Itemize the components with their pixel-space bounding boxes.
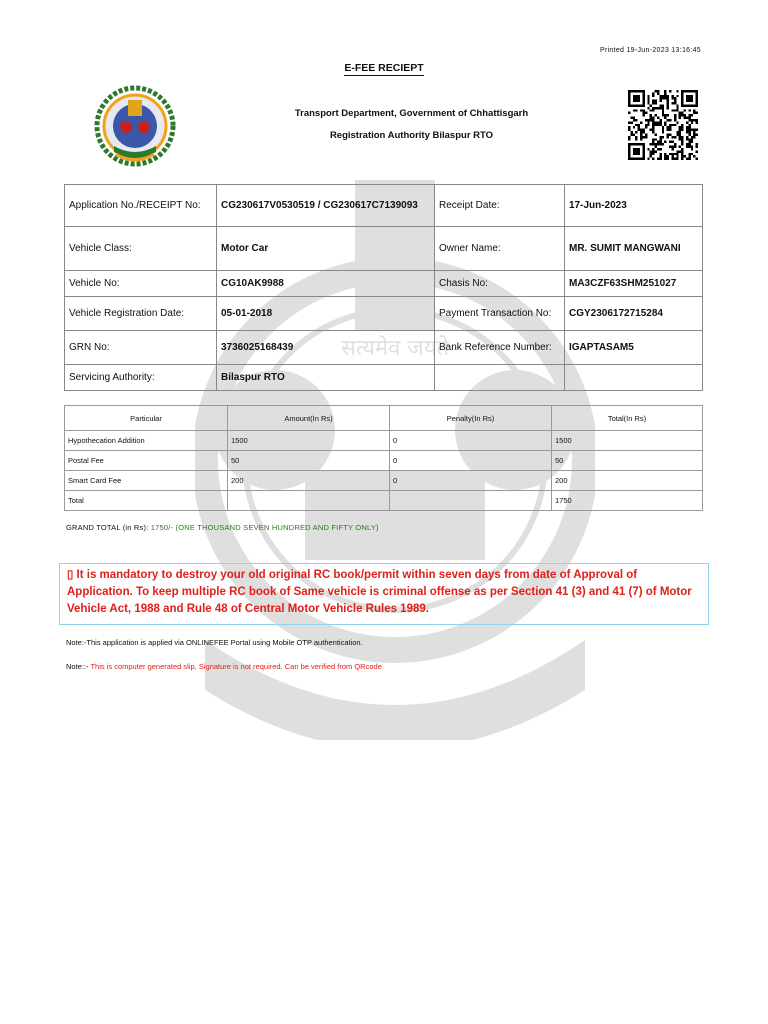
fee-amount: 1500 <box>228 431 390 451</box>
fee-particular: Hypothecation Addition <box>65 431 228 451</box>
grn-label: GRN No: <box>65 331 217 365</box>
registration-date-label: Vehicle Registration Date: <box>65 297 217 331</box>
fee-amount: 50 <box>228 451 390 471</box>
fee-header-row <box>65 406 703 431</box>
servicing-authority-value: Bilaspur RTO <box>217 365 435 391</box>
bank-reference-label: Bank Reference Number: <box>435 331 565 365</box>
fee-particular: Total <box>65 491 228 511</box>
bank-reference-value: IGAPTASAM5 <box>565 331 703 365</box>
vehicle-class-label: Vehicle Class: <box>65 227 217 271</box>
fee-amount: 200 <box>228 471 390 491</box>
table-row <box>65 431 703 451</box>
fee-total: 1750 <box>552 491 703 511</box>
table-row <box>65 491 703 511</box>
table-row <box>65 227 703 271</box>
note2-text: This is computer generated slip, Signature is not required. Can be verified from QRcode <box>90 662 382 671</box>
grand-total-value: 1750/- (ONE THOUSAND SEVEN HUNDRED AND FIFTY ONLY) <box>148 523 379 532</box>
printed-timestamp: Printed 19-Jun-2023 13:16:45 <box>599 47 701 54</box>
chasis-no-value: MA3CZF63SHM251027 <box>565 271 703 297</box>
app-no-label: Application No./RECEIPT No: <box>65 185 217 227</box>
chasis-no-label: Chasis No: <box>435 271 565 297</box>
application-info-table <box>64 184 703 391</box>
fee-amount <box>228 491 390 511</box>
vehicle-no-value: CG10AK9988 <box>217 271 435 297</box>
fee-particular: Smart Card Fee <box>65 471 228 491</box>
table-row <box>65 331 703 365</box>
registration-date-value: 05-01-2018 <box>217 297 435 331</box>
fee-total: 1500 <box>552 431 703 451</box>
fee-penalty: 0 <box>390 431 552 451</box>
col-header-amount: Amount(In Rs) <box>228 406 390 431</box>
empty-cell <box>435 365 565 391</box>
table-row <box>65 451 703 471</box>
payment-transaction-label: Payment Transaction No: <box>435 297 565 331</box>
fee-particular: Postal Fee <box>65 451 228 471</box>
col-header-particular: Particular <box>65 406 228 431</box>
table-row <box>65 185 703 227</box>
note-computer-generated <box>66 662 382 671</box>
vehicle-no-label: Vehicle No: <box>65 271 217 297</box>
fee-penalty: 0 <box>390 451 552 471</box>
department-name: Transport Department, Government of Chhattisgarh <box>294 108 529 119</box>
vehicle-class-value: Motor Car <box>217 227 435 271</box>
servicing-authority-label: Servicing Authority: <box>65 365 217 391</box>
chhattisgarh-emblem-logo <box>92 80 178 172</box>
receipt-date-label: Receipt Date: <box>435 185 565 227</box>
app-no-value: CG230617V0530519 / CG230617C7139093 <box>217 185 435 227</box>
receipt-date-value: 17-Jun-2023 <box>565 185 703 227</box>
fee-total: 200 <box>552 471 703 491</box>
col-header-total: Total(In Rs) <box>552 406 703 431</box>
fee-penalty <box>390 491 552 511</box>
table-row <box>65 297 703 331</box>
receipt-title <box>0 62 768 74</box>
fee-table <box>64 405 703 511</box>
fee-penalty: 0 <box>390 471 552 491</box>
col-header-penalty: Penalty(In Rs) <box>390 406 552 431</box>
grand-total <box>66 523 379 532</box>
grand-total-label: GRAND TOTAL (in Rs): <box>66 523 149 532</box>
fee-total: 50 <box>552 451 703 471</box>
table-row <box>65 365 703 391</box>
table-row <box>65 471 703 491</box>
empty-cell <box>565 365 703 391</box>
owner-name-value: MR. SUMIT MANGWANI <box>565 227 703 271</box>
authority-name: Registration Authority Bilaspur RTO <box>329 130 494 141</box>
note2-label: Note::- <box>66 662 91 671</box>
grn-value: 3736025168439 <box>217 331 435 365</box>
qr-code <box>628 90 698 160</box>
payment-transaction-value: CGY2306172715284 <box>565 297 703 331</box>
watermark-motto: सत्यमेव जयते <box>340 336 450 361</box>
note-otp: Note:-This application is applied via ONLINEFEE Portal using Mobile OTP authentication. <box>66 638 363 647</box>
table-row <box>65 271 703 297</box>
receipt-title-text: E-FEE RECIEPT <box>344 62 424 74</box>
warning-notice: ▯ It is mandatory to destroy your old original RC book/permit within seven days from date of Approval of Application. To keep multiple RC book of Same vehicle is criminal offense as per Section 41 (3) and 41 (7) of Motor Vehicle Act, 1988 and Rule 48 of Central Motor Vehicle Rules 1989. <box>59 563 709 625</box>
owner-name-label: Owner Name: <box>435 227 565 271</box>
